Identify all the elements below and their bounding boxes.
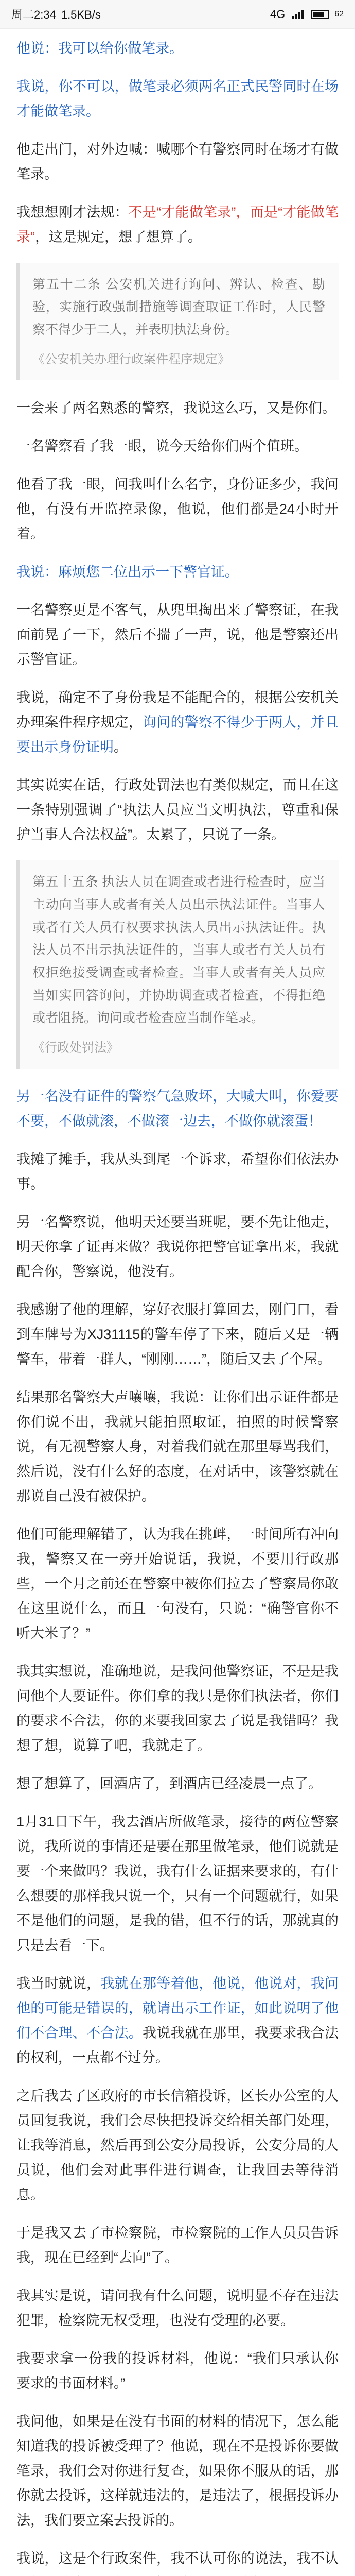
- paragraph-text: 另一名警察说，他明天还要当班呢，要不先让他走，明天你拿了证再来做？我说你把警官证拿出来，我就配合你，警察说，他没有。: [16, 1214, 339, 1279]
- article-paragraph: [16, 1771, 339, 1796]
- article-paragraph: [16, 472, 339, 546]
- paragraph-text: 他们可能理解错了，认为我在挑衅，一时间所有冲向我，警察又在一旁开始说话，我说，不要用行政那些，一个月之前还在警察中被你们拉去了警察局你敢在这里说什么，而且一句没有，只说：“确警官你不听大米了？”: [16, 1527, 339, 1641]
- paragraph-text: 我说我就在那里，我要求我合法的权利，一点都不过分。: [16, 2025, 339, 2065]
- article-paragraph: [16, 2409, 339, 2533]
- article-paragraph: [16, 598, 339, 672]
- paragraph-text: 。: [114, 739, 128, 755]
- article-paragraph: [16, 396, 339, 420]
- article-paragraph: [16, 200, 339, 249]
- paragraph-text: 于是我又去了市检察院，市检察院的工作人员员告诉我，现在已经到“去向”了。: [16, 2225, 339, 2265]
- article-paragraph: [16, 137, 339, 187]
- article-paragraph: [16, 685, 339, 759]
- article-paragraph: [16, 2083, 339, 2207]
- quote-text: 第五十二条 公安机关进行询问、辨认、检查、勘验，实施行政强制措施等调查取证工作时，人民警察不得少于二人，并表明执法身份。: [32, 277, 325, 337]
- article-paragraph: [16, 1522, 339, 1646]
- article-paragraph: [16, 1971, 339, 2070]
- paragraph-text: 我要求拿一份我的投诉材料，他说：“我们只承认你要求的书面材料。”: [16, 2351, 339, 2391]
- article-paragraph: [16, 1210, 339, 1284]
- paragraph-text: 不是“才能做笔录”，而是“才能做笔录”: [16, 205, 339, 245]
- paragraph-text: 另一名没有证件的警察气急败坏，大喊大叫，你爱要不要，不做就滚，不做滚一边去，不做你就滚蛋！: [16, 1089, 339, 1129]
- article-paragraph: [16, 36, 339, 61]
- paragraph-text: 1月31日下午，我去酒店所做笔录，接待的两位警察说，我所说的事情还是要在那里做笔录，他们说就是要一个来做吗？我说，我有什么证据来要求的，有什么想要的那样我只说一个，只有一个问题就行，如果不是他们的问题，是我的错，但不行的话，那就真的只是去看一下。: [16, 1814, 339, 1953]
- law-quote: [16, 263, 339, 380]
- paragraph-text: 一名警察更是不客气，从兜里掏出来了警察证，在我面前晃了一下，然后不揣了一声，说，他是警察还出示警官证。: [16, 602, 339, 667]
- status-time: 周二2:34: [11, 8, 56, 21]
- paragraph-text: 我问他，如果是在没有书面的材料的情况下，怎么能知道我的投诉被受理了？他说，现在不是投诉你要做笔录，我们会对你进行复查，如果你不服从的话，那你就去投诉，这样就违法的，是违法了，根据投诉办法，我们要立案去投诉的。: [16, 2414, 339, 2528]
- quote-source: 《行政处罚法》: [32, 1041, 119, 1055]
- paragraph-text: 我感谢了他的理解，穿好衣服打算回去，刚门口，看到车牌号为XJ31115的警车停了下来，随后又是一辆警车，带着一群人，“刚刚……”，随后又去了个屋。: [16, 1302, 339, 1367]
- paragraph-text: 我当时就说，: [16, 1976, 101, 1991]
- article-paragraph: [16, 560, 339, 584]
- article-paragraph: [16, 2283, 339, 2333]
- paragraph-text: 我其实想说，准确地说，是我问他警察证，不是是我问他个人要证件。你们拿的我只是你们执法者，你们的要求不合法，你的来要我回家去了说是我错吗？我想了想，说算了吧，我就走了。: [16, 1664, 339, 1753]
- article-paragraph: [16, 2546, 339, 2576]
- article-paragraph: [16, 1147, 339, 1196]
- paragraph-text: 我想想刚才法规：: [16, 205, 129, 220]
- article-paragraph: [16, 74, 339, 124]
- status-bar: [0, 0, 355, 29]
- article-paragraph: [16, 2346, 339, 2396]
- paragraph-text: 我就在那等着他，他说，他说对，我问他的可能是错误的，就请出示工作证，如此说明了他们不合理、不合法。: [16, 1976, 339, 2041]
- paragraph-text: 之后我去了区政府的市长信箱投诉，区长办公室的人员回复我说，我们会尽快把投诉交给相关部门处理，让我等消息，然后再到公安分局投诉，公安分局的人员说，他们会对此事件进行调查，让我回去等待消息。: [16, 2088, 339, 2202]
- paragraph-text: 其实说实在话，行政处罚法也有类似规定，而且在这一条特别强调了“执法人员应当文明执法，尊重和保护当事人合法权益”。太累了，只说了一条。: [16, 777, 339, 842]
- quote-text: 第五十五条 执法人员在调查或者进行检查时，应当主动向当事人或者有关人员出示执法证件。当事人或者有关人员有权要求执法人员出示执法证件。执法人员不出示执法证件的，当事人或者有关人员有权拒绝接受调查或者检查。当事人或者有关人员应当如实回答询问，并协助调查或者检查，不得拒绝或者阻挠。询问或者检查应当制作笔录。: [32, 875, 325, 1025]
- quote-source: 《公安机关办理行政案件程序规定》: [32, 352, 230, 366]
- network-label: 4G: [270, 7, 286, 21]
- paragraph-text: 一会来了两名熟悉的警察，我说这么巧，又是你们。: [16, 400, 336, 416]
- article-paragraph: [16, 2221, 339, 2270]
- article-paragraph: [16, 1385, 339, 1509]
- paragraph-text: 我说，确定不了身份我是不能配合的，根据公安机关办理案件程序规定，: [16, 690, 339, 730]
- paragraph-text: 他走出门，对外边喊：喊哪个有警察同时在场才有做笔录。: [16, 142, 339, 182]
- article-body: [0, 29, 355, 2576]
- paragraph-text: 我其实是说，请问我有什么问题，说明显不存在违法犯罪，检察院无权受理，也没有受理的必要。: [16, 2288, 339, 2328]
- battery-icon: [311, 10, 329, 19]
- status-left: [11, 6, 106, 22]
- paragraph-text: ，这是规定，想了想算了。: [35, 229, 202, 245]
- article-paragraph: [16, 1084, 339, 1133]
- paragraph-text: 他说：我可以给你做笔录。: [16, 41, 183, 56]
- article-paragraph: [16, 1809, 339, 1958]
- paragraph-text: 我摊了摊手，我从头到尾一个诉求，希望你们依法办事。: [16, 1151, 339, 1192]
- paragraph-text: 我说，你不可以，做笔录必须两名正式民警同时在场才能做笔录。: [16, 79, 339, 119]
- article-paragraph: [16, 773, 339, 847]
- article-paragraph: [16, 1659, 339, 1758]
- article-paragraph: [16, 434, 339, 459]
- paragraph-text: 想了想算了，回酒店了，到酒店已经凌晨一点了。: [16, 1776, 322, 1791]
- status-speed: 1.5KB/s: [61, 8, 101, 21]
- paragraph-text: 他看了我一眼，问我叫什么名字，身份证多少，我问他，有没有开监控录像，他说，他们都是24小时开着。: [16, 477, 339, 541]
- paragraph-text: 我说，这是个行政案件，我不认可你的说法，我不认: [16, 2551, 339, 2566]
- paragraph-text: 一名警察看了我一眼，说今天给你们两个值班。: [16, 438, 308, 454]
- law-quote: [16, 860, 339, 1069]
- paragraph-text: 我说：麻烦您二位出示一下警官证。: [16, 564, 239, 580]
- paragraph-text: 结果那名警察大声嚷嚷，我说：让你们出示证件都是你们说不出，我就只能拍照取证，拍照的时候警察说，有无视警察人身，对着我们就在那里辱骂我们，然后说，没有什么好的态度，在对话中，该警察就在那说自己没有被保护。: [16, 1389, 339, 1504]
- battery-level: 62: [334, 9, 344, 19]
- article-paragraph: [16, 1297, 339, 1371]
- signal-icon: [292, 10, 304, 19]
- paragraph-text: 询问的警察不得少于两人，并且要出示身份证明: [16, 715, 339, 755]
- status-right: [270, 8, 344, 21]
